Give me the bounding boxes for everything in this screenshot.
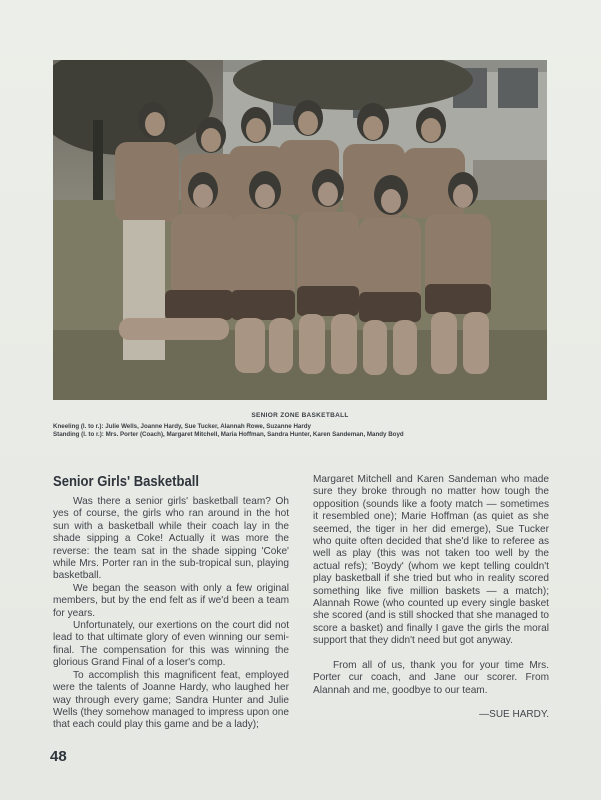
article-column-left (53, 496, 289, 732)
team-photo (53, 60, 547, 400)
paragraph: To accomplish this magnificent feat, employed were the talents of Joanne Hardy, who laughed her way through every game; Sandra Hunter and Julie Wells (they somehow managed to impress upon one that each could play this game and be a lady); (53, 669, 289, 731)
paragraph: Unfortunately, our exertions on the court did not lead to that ultimate glory of even winning our semi-final. The compensation for this was winning the glorious Grand Final of a loser's comp. (53, 620, 289, 669)
photo-caption-title: SENIOR ZONE BASKETBALL (251, 412, 349, 419)
paragraph: We began the season with only a few original members, but by the end felt as if we'd been a team for years. (53, 582, 289, 619)
paragraph: From all of us, thank you for your time Mrs. Porter cur coach, and Jane our scorer. From Alannah and me, goodbye to our team. (313, 659, 549, 696)
author-signature: —SUE HARDY. (479, 709, 549, 720)
paragraph: Margaret Mitchell and Karen Sandeman who made sure they broke through no matter how tough the opposition (sounds like a footy match — sometimes it resembled one); Marie Hoffman (as quiet as she seemed, the tiger in her did emerge), Sue Tucker who quite often decided that she'd like to referee as well as play (this was not taken too well by the actual refs); 'Boydy' (whom we kept telling couldn't play basketball if she tried but who in reality scored something like five million baskets — a match); Alannah Rowe (who counted up every single basket she scored (and is still shocked that she managed to score a basket) and finally I gave the girls the moral support that they didn't need but got anyway. (313, 474, 549, 647)
photo-caption-standing: Standing (l. to r.): Mrs. Porter (Coach), Margaret Mitchell, Maria Hoffman, Sandra Hunter, Karen Sandeman, Mandy Boyd (53, 431, 404, 438)
photo-caption-kneeling: Kneeling (l. to r.): Julie Wells, Joanne Hardy, Sue Tucker, Alannah Rowe, Suzanne Hardy (53, 423, 311, 430)
page-number: 48 (50, 748, 67, 765)
paragraph: Was there a senior girls' basketball team? Oh yes of course, the girls who ran around in the hot sun with a basketball while their coach lay in the shade sipping a Coke! Actually it was more the reverse: the team sat in the shade sipping 'Coke' while Mrs. Porter ran in the sub-tropical sun, playing basketball. (53, 496, 289, 582)
article-column-right (313, 474, 549, 697)
article-heading: Senior Girls' Basketball (53, 474, 199, 490)
